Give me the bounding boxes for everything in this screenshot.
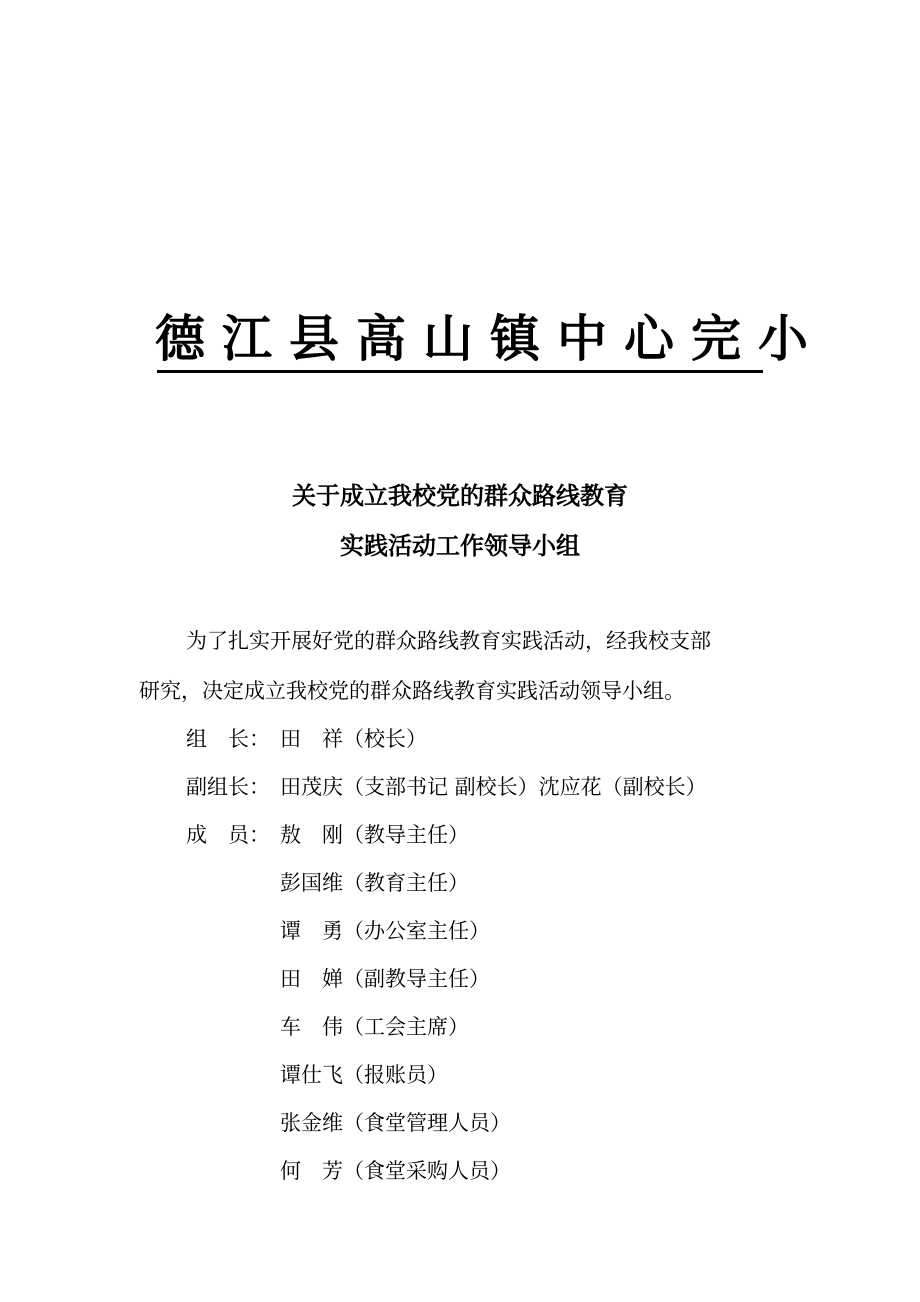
member-item: 车 伟（工会主席） [280, 1015, 469, 1039]
members-label: 成 员： [186, 823, 270, 847]
deputy-row [186, 773, 707, 801]
document-title-line-2: 实践活动工作领导小组 [340, 532, 580, 560]
document-title-line-1: 关于成立我校党的群众路线教育 [292, 482, 628, 510]
school-name-text: 德江县高山镇中心完小 [155, 310, 825, 368]
member-item: 谭仕飞（报账员） [280, 1063, 448, 1087]
member-item: 田 婵（副教导主任） [280, 967, 490, 991]
member-item: 敖 刚（教导主任） [280, 823, 469, 847]
leader-value: 田 祥（校长） [280, 727, 427, 751]
member-item: 何 芳（食堂采购人员） [280, 1159, 511, 1183]
member-item: 张金维（食堂管理人员） [280, 1111, 511, 1135]
intro-paragraph-line-2: 研究，决定成立我校党的群众路线教育实践活动领导小组。 [139, 679, 685, 703]
members-row [186, 821, 469, 849]
intro-paragraph-line-1: 为了扎实开展好党的群众路线教育实践活动，经我校支部 [186, 629, 711, 653]
leader-row [186, 725, 427, 753]
deputy-value: 田茂庆（支部书记 副校长）沈应花（副校长） [280, 775, 707, 799]
member-item: 彭国维（教育主任） [280, 871, 469, 895]
leader-label: 组 长： [186, 727, 270, 751]
school-name-header [155, 310, 825, 373]
member-item: 谭 勇（办公室主任） [280, 919, 490, 943]
deputy-label: 副组长： [186, 775, 270, 799]
